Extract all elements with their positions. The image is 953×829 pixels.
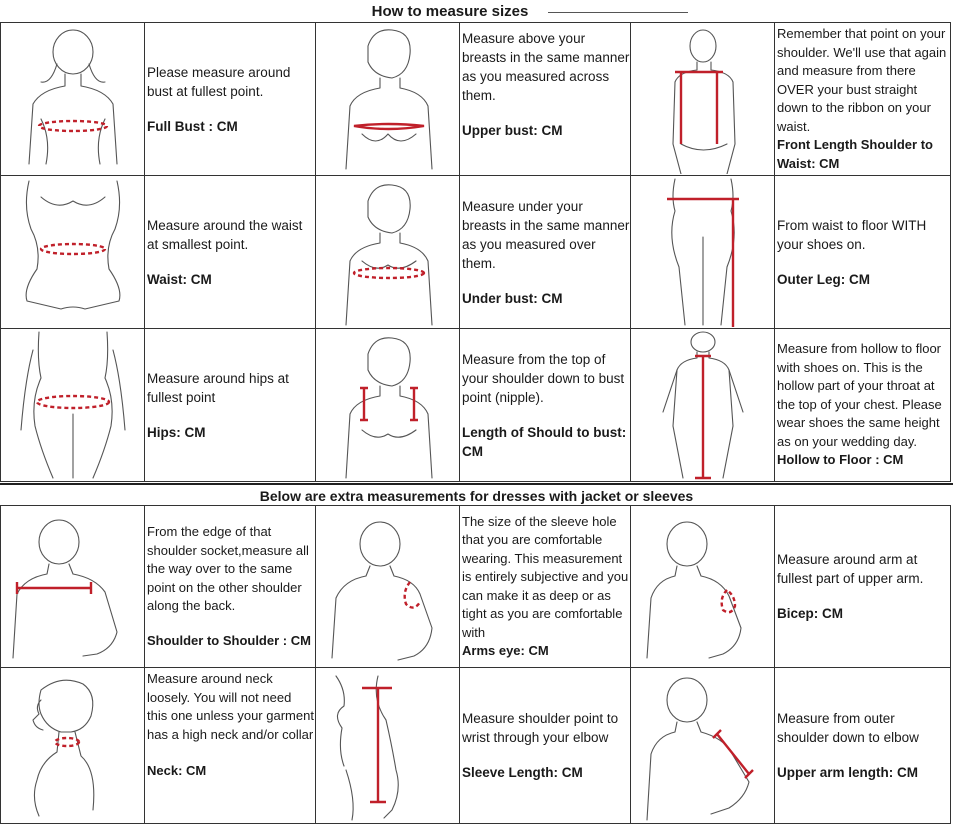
bicep-figure-cell: [631, 506, 775, 668]
arms-eye-figure-cell: [316, 506, 460, 668]
full-bust-figure-cell: [1, 23, 145, 176]
page-title: How to measure sizes: [371, 3, 529, 20]
bicep-text: Measure around arm at fullest part of upper arm.: [777, 552, 924, 586]
full-bust-label: Full Bust : CM: [147, 118, 238, 134]
outer-leg-figure-cell: [631, 176, 775, 329]
hips-text: Measure around hips at fullest point: [147, 370, 289, 405]
shoulder-bust-text: Measure from the top of your shoulder down to bust point (nipple).: [462, 351, 625, 405]
arms-eye-text: The size of the sleeve hole that you are comfortable wearing. This measurement is entirely subjective and you can make it as deep or as tight as you are comfortable with: [462, 513, 629, 640]
hips-figure-cell: [1, 329, 145, 482]
measure-table-main: [0, 22, 951, 482]
table-row: [1, 23, 951, 176]
shoulder-shoulder-figure-cell: [1, 506, 145, 668]
upper-arm-desc-cell: [775, 668, 951, 824]
full-bust-desc-cell: [145, 23, 316, 176]
bicep-desc-cell: [775, 506, 951, 668]
outer-leg-text: From waist to floor WITH your shoes on.: [777, 217, 927, 252]
hollow-floor-label: Hollow to Floor : CM: [777, 452, 904, 468]
shoulder-to-bust-figure-icon: [316, 330, 459, 480]
upper-arm-figure-cell: [631, 668, 775, 824]
neck-figure-icon: [1, 670, 144, 822]
sleeve-length-figure-icon: [316, 670, 459, 822]
upper-bust-figure-cell: [316, 23, 460, 176]
hollow-floor-desc-cell: [775, 329, 951, 482]
table-row: [1, 506, 951, 668]
hollow-floor-text: Measure from hollow to floor with shoes on. This is the hollow part of your throat at the top of your chest. Please wear shoes the same height as on your wedding day.: [777, 341, 942, 449]
measure-table-extra: [0, 505, 951, 824]
waist-text: Measure around the waist at smallest point.: [147, 217, 303, 252]
upper-arm-text: Measure from outer shoulder down to elbow: [777, 711, 919, 745]
sleeve-length-desc-cell: [460, 668, 631, 824]
bicep-figure-icon: [631, 508, 774, 666]
under-bust-figure-cell: [316, 176, 460, 329]
hips-desc-cell: [145, 329, 316, 482]
waist-figure-icon: [1, 177, 144, 327]
shoulder-bust-label: Length of Should to bust: CM: [462, 424, 627, 459]
table-row: [1, 329, 951, 482]
full-bust-text: Please measure around bust at fullest point.: [147, 64, 291, 99]
upper-bust-text: Measure above your breasts in the same manner as you measured across them.: [462, 31, 630, 103]
table-row: [1, 668, 951, 824]
sleeve-length-figure-cell: [316, 668, 460, 824]
bicep-label: Bicep: CM: [777, 606, 844, 621]
under-bust-text: Measure under your breasts in the same manner as you measured over them.: [462, 198, 630, 271]
under-bust-desc-cell: [460, 176, 631, 329]
under-bust-figure-icon: [316, 177, 459, 327]
table-row: [1, 176, 951, 329]
under-bust-label: Under bust: CM: [462, 290, 563, 306]
waist-label: Waist: CM: [147, 271, 212, 287]
front-length-text: Remember that point on your shoulder. We'll use that again and measure from there OVER your bust straight down to the ribbon on your waist.: [777, 26, 947, 134]
upper-arm-label: Upper arm length: CM: [777, 765, 919, 780]
arms-eye-figure-icon: [316, 508, 459, 666]
upper-arm-figure-icon: [631, 670, 774, 822]
upper-bust-figure-icon: [316, 24, 459, 174]
neck-desc-cell: [145, 668, 316, 824]
waist-figure-cell: [1, 176, 145, 329]
front-length-figure-icon: [631, 24, 774, 174]
upper-bust-desc-cell: [460, 23, 631, 176]
front-length-desc-cell: [775, 23, 951, 176]
shoulder-shoulder-text: From the edge of that shoulder socket,measure all the way over to the same point on the other shoulder along the back.: [147, 524, 309, 613]
sleeve-length-label: Sleeve Length: CM: [462, 765, 583, 780]
title-rule: [548, 12, 688, 13]
front-length-label: Front Length Shoulder to Waist: CM: [777, 137, 933, 171]
shoulder-shoulder-desc-cell: [145, 506, 316, 668]
hollow-to-floor-figure-icon: [631, 330, 774, 480]
section-header: Below are extra measurements for dresses with jacket or sleeves: [0, 483, 953, 507]
shoulder-to-shoulder-figure-icon: [1, 508, 144, 666]
waist-desc-cell: [145, 176, 316, 329]
outer-leg-desc-cell: [775, 176, 951, 329]
front-length-figure-cell: [631, 23, 775, 176]
hips-figure-icon: [1, 330, 144, 480]
neck-figure-cell: [1, 668, 145, 824]
arms-eye-desc-cell: [460, 506, 631, 668]
neck-text: Measure around neck loosely. You will not need this one unless your garment has a high neck and/or collar: [147, 671, 314, 742]
shoulder-bust-figure-cell: [316, 329, 460, 482]
neck-label: Neck: CM: [147, 763, 207, 778]
shoulder-bust-desc-cell: [460, 329, 631, 482]
upper-bust-label: Upper bust: CM: [462, 123, 563, 138]
outer-leg-figure-icon: [631, 177, 774, 327]
hollow-floor-figure-cell: [631, 329, 775, 482]
sleeve-length-text: Measure shoulder point to wrist through your elbow: [462, 711, 619, 745]
bust-figure-icon: [1, 24, 144, 174]
outer-leg-label: Outer Leg: CM: [777, 271, 870, 287]
hips-label: Hips: CM: [147, 424, 206, 440]
shoulder-shoulder-label: Shoulder to Shoulder : CM: [147, 632, 311, 648]
arms-eye-label: Arms eye: CM: [462, 643, 549, 658]
